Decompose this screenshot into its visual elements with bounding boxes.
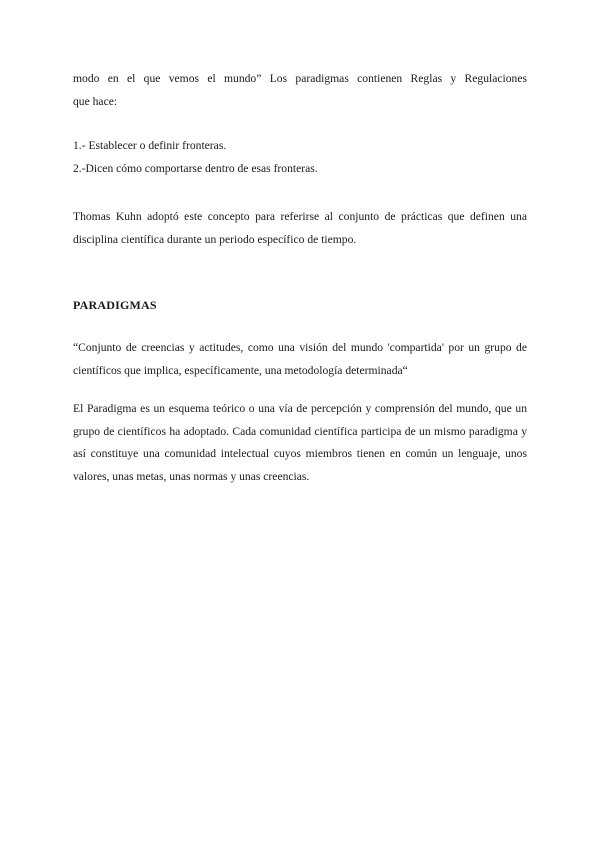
paragraph-definition: El Paradigma es un esquema teórico o una vía de percepción y comprensión del mundo, que un grupo de científicos ha adoptado. Cada comunidad científica participa de un mismo paradigma y así constituye una comunidad intelectual cuyos miembros tienen en común un lenguaje, unos valores, unas metas, unas normas y unas creencias.	[73, 402, 527, 483]
paragraph-line: modo en el que vemos el mundo” Los paradigmas contienen Reglas y Regulaciones	[73, 72, 527, 85]
paragraph-line: que hace:	[73, 94, 118, 108]
paragraph-paradigm-rules	[73, 68, 527, 113]
section-heading: PARADIGMAS	[73, 298, 157, 312]
list-item: 1.- Establecer o definir fronteras.	[73, 139, 227, 152]
rules-list	[73, 135, 527, 180]
list-item: 2.-Dicen cómo comportarse dentro de esas fronteras.	[73, 161, 318, 175]
paragraph-quote: “Conjunto de creencias y actitudes, como una visión del mundo 'compartida' por un grupo de científicos que implica, específicamente, una metodología determinada“	[73, 341, 527, 377]
paragraph-kuhn: Thomas Kuhn adoptó este concepto para referirse al conjunto de prácticas que definen una disciplina científica durante un periodo específico de tiempo.	[73, 210, 527, 246]
